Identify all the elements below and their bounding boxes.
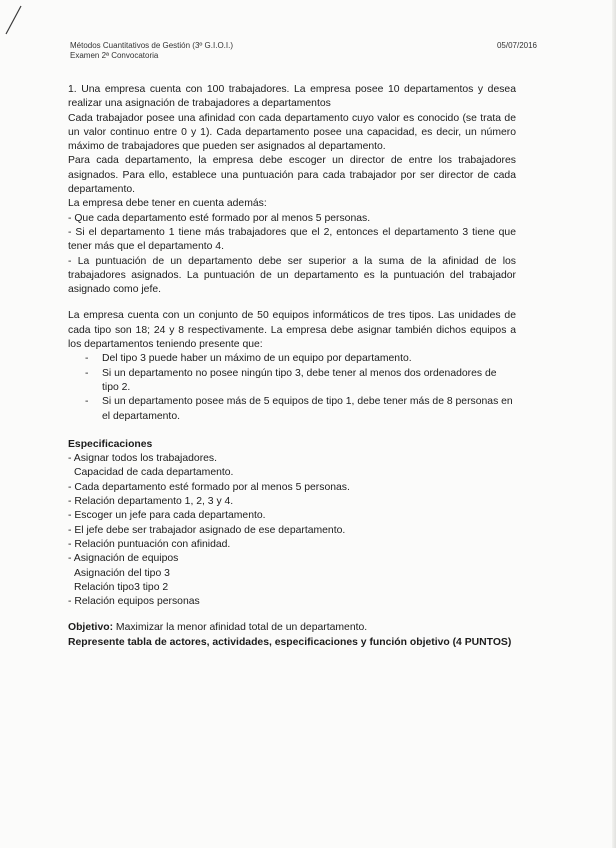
specifications-title: Especificaciones [68,438,153,450]
equipment-rules-list [68,352,516,423]
rule-dept-relation: - Si el departamento 1 tiene más trabajadores que el 2, entonces el departamento 3 tiene que tener más que el departamento 4. [68,226,516,253]
spec-item: - Asignar todos los trabajadores. [68,453,218,465]
course-name: Métodos Cuantitativos de Gestión (3º G.I.O.I.) [70,41,233,50]
equipment-rule: - Del tipo 3 puede haber un máximo de un equipo por departamento. [102,352,516,366]
spec-item: - Relación puntuación con afinidad. [68,538,231,550]
page-edge-shadow [612,0,616,848]
director-paragraph: Para cada departamento, la empresa debe escoger un director de entre los trabajadores asignados. Para ello, establece una puntuación para cada trabajador por ser director de cada departamento. [68,155,516,196]
rule-min-persons: - Que cada departamento esté formado por al menos 5 personas. [68,212,371,224]
spec-item: - El jefe debe ser trabajador asignado de ese departamento. [68,524,346,536]
spec-item: Capacidad de cada departamento. [74,467,234,479]
spec-item: - Relación departamento 1, 2, 3 y 4. [68,496,234,508]
spec-item: - Relación equipos personas [68,596,200,608]
exam-date: 05/07/2016 [496,41,537,50]
exam-body [68,83,516,650]
exam-session: Examen 2ª Convocatoria [70,51,159,60]
equipment-rule: - Si un departamento no posee ningún tipo 3, debe tener al menos dos ordenadores de tipo 2. [102,367,516,396]
spec-item: Relación tipo3 tipo 2 [74,581,169,593]
problem-intro: 1. Una empresa cuenta con 100 trabajadores. La empresa posee 10 departamentos y desea realizar una asignación de trabajadores a departamentos [68,84,516,110]
objective-text: Maximizar la menor afinidad total de un departamento. [113,622,368,634]
exam-header-left [70,41,233,61]
spec-item: Asignación del tipo 3 [74,567,170,579]
equipment-paragraph: La empresa cuenta con un conjunto de 50 equipos informáticos de tres tipos. Las unidades de cada tipo son 18; 24 y 8 respectivamente. La empresa debe asignar también dichos equipos a los departamentos teniendo presente que: [68,310,516,351]
consider-heading: La empresa debe tener en cuenta además: [68,198,267,210]
pen-stroke-mark [4,4,24,38]
affinity-paragraph: Cada trabajador posee una afinidad con cada departamento cuyo valor es conocido (se trata de un valor continuo entre 0 y 1). Cada departamento posee una capacidad, es decir, un número máximo de trabajadores que pueden ser asignados al departamento. [68,112,516,153]
rule-score-affinity: - La puntuación de un departamento debe ser superior a la suma de la afinidad de los trabajadores asignados. La puntuación de un departamento es la puntuación del trabajador asignado como jefe. [68,255,516,296]
objective-label: Objetivo: [68,622,114,634]
equipment-rule: - Si un departamento posee más de 5 equipos de tipo 1, debe tener más de 8 personas en el departamento. [102,395,516,424]
final-instruction: Represente tabla de actores, actividades, especificaciones y función objetivo (4 PUNTOS) [68,636,512,648]
objective-line [68,621,516,635]
spec-item: - Cada departamento esté formado por al menos 5 personas. [68,481,350,493]
spec-item: - Asignación de equipos [68,553,179,565]
spec-item: - Escoger un jefe para cada departamento. [68,510,266,522]
